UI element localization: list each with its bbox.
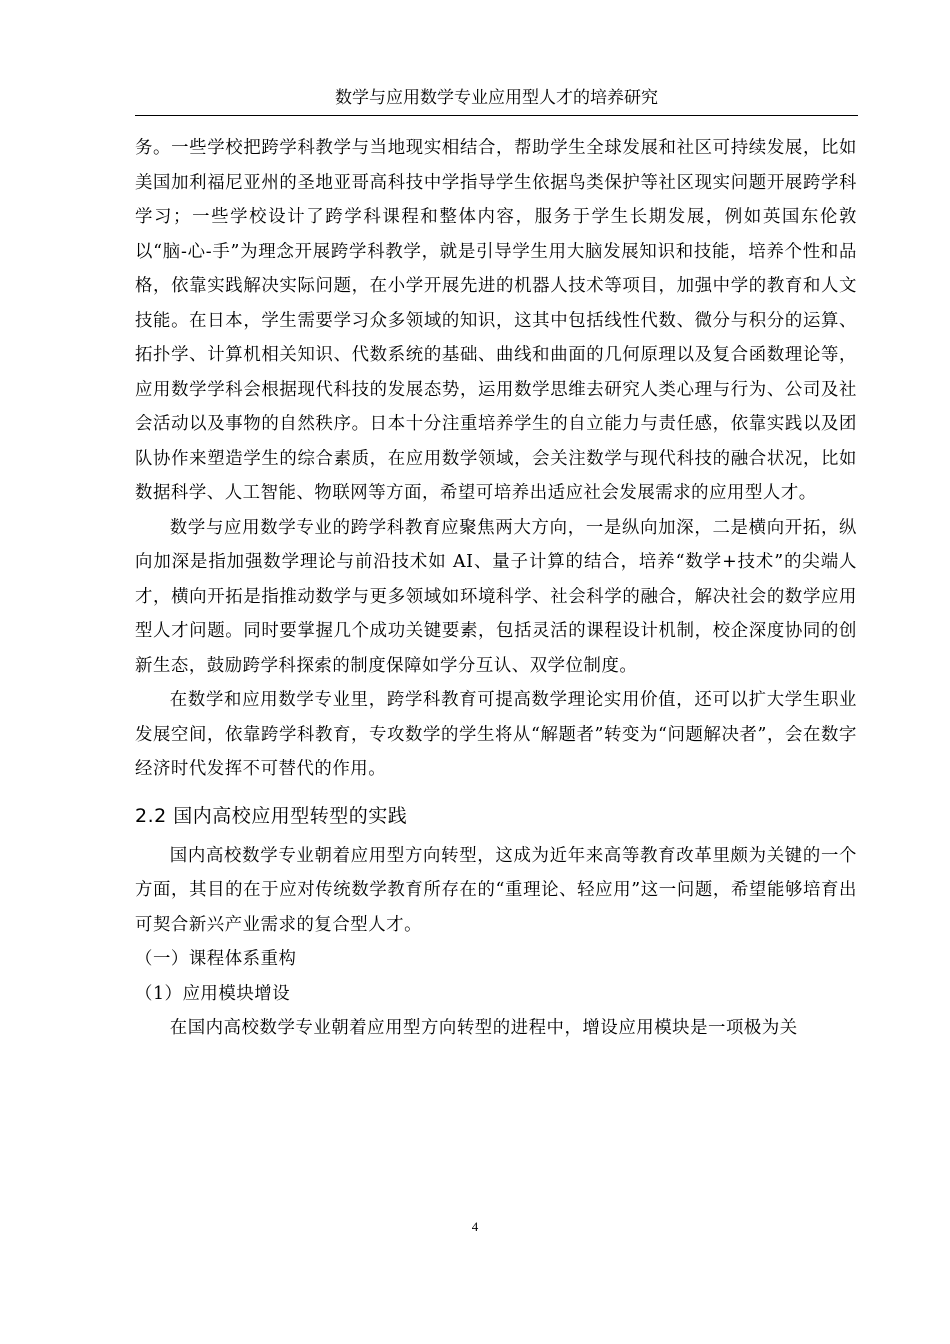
running-header: 数学与应用数学专业应用型人才的培养研究 <box>335 88 658 108</box>
page-number: 4 <box>471 1219 479 1234</box>
paragraph-1: 务。一些学校把跨学科教学与当地现实相结合，帮助学生全球发展和社区可持续发展，比如美国加利福尼亚州的圣地亚哥高科技中学指导学生依据鸟类保护等社区现实问题开展跨学科学习；一些学校设计了跨学科课程和整体内容，服务于学生长期发展，例如英国东伦敦以“脑-心-手”为理念开展跨学科教学，就是引导学生用大脑发展知识和技能，培养个性和品格，依靠实践解决实际问题，在小学开展先进的机器人技术等项目，加强中学的教育和人文技能。在日本，学生需要学习众多领域的知识，这其中包括线性代数、微分与积分的运算、拓扑学、计算机相关知识、代数系统的基础、曲线和曲面的几何原理以及复合函数理论等，应用数学学科会根据现代科技的发展态势，运用数学思维去研究人类心理与行为、公司及社会活动以及事物的自然秩序。日本十分注重培养学生的自立能力与责任感，依靠实践以及团队协作来塑造学生的综合素质，在应用数学领域，会关注数学与现代科技的融合状况，比如数据科学、人工智能、物联网等方面，希望可培养出适应社会发展需求的应用型人才。 <box>135 138 857 503</box>
subheading-curriculum: （一）课程体系重构 <box>135 949 297 969</box>
section-heading: 2.2 国内高校应用型转型的实践 <box>135 804 408 827</box>
page-body <box>135 131 857 1046</box>
subheading-module: （1）应用模块增设 <box>135 983 291 1004</box>
paragraph-3: 在数学和应用数学专业里，跨学科教育可提高数学理论实用价值，还可以扩大学生职业发展空间，依靠跨学科教育，专攻数学的学生将从“解题者”转变为“问题解决者”，会在数字经济时代发挥不可替代的作用。 <box>135 690 857 779</box>
paragraph-4: 国内高校数学专业朝着应用型方向转型，这成为近年来高等教育改革里颇为关键的一个方面，其目的在于应对传统数学教育所存在的“重理论、轻应用”这一问题，希望能够培育出可契合新兴产业需求的复合型人才。 <box>135 845 857 935</box>
paragraph-2: 数学与应用数学专业的跨学科教育应聚焦两大方向，一是纵向加深，二是横向开拓，纵向加深是指加强数学理论与前沿技术如 AI、量子计算的结合，培养“数学+技术”的尖端人才，横向开拓是指推动数学与更多领域如环境科学、社会科学的融合，解决社会的数学应用型人才问题。同时要掌握几个成功关键要素，包括灵活的课程设计机制，校企深度协同的创新生态，鼓励跨学科探索的制度保障如学分互认、双学位制度。 <box>135 517 857 676</box>
header-rule <box>135 115 858 116</box>
paragraph-5: 在国内高校数学专业朝着应用型方向转型的进程中，增设应用模块是一项极为关 <box>169 1018 798 1038</box>
